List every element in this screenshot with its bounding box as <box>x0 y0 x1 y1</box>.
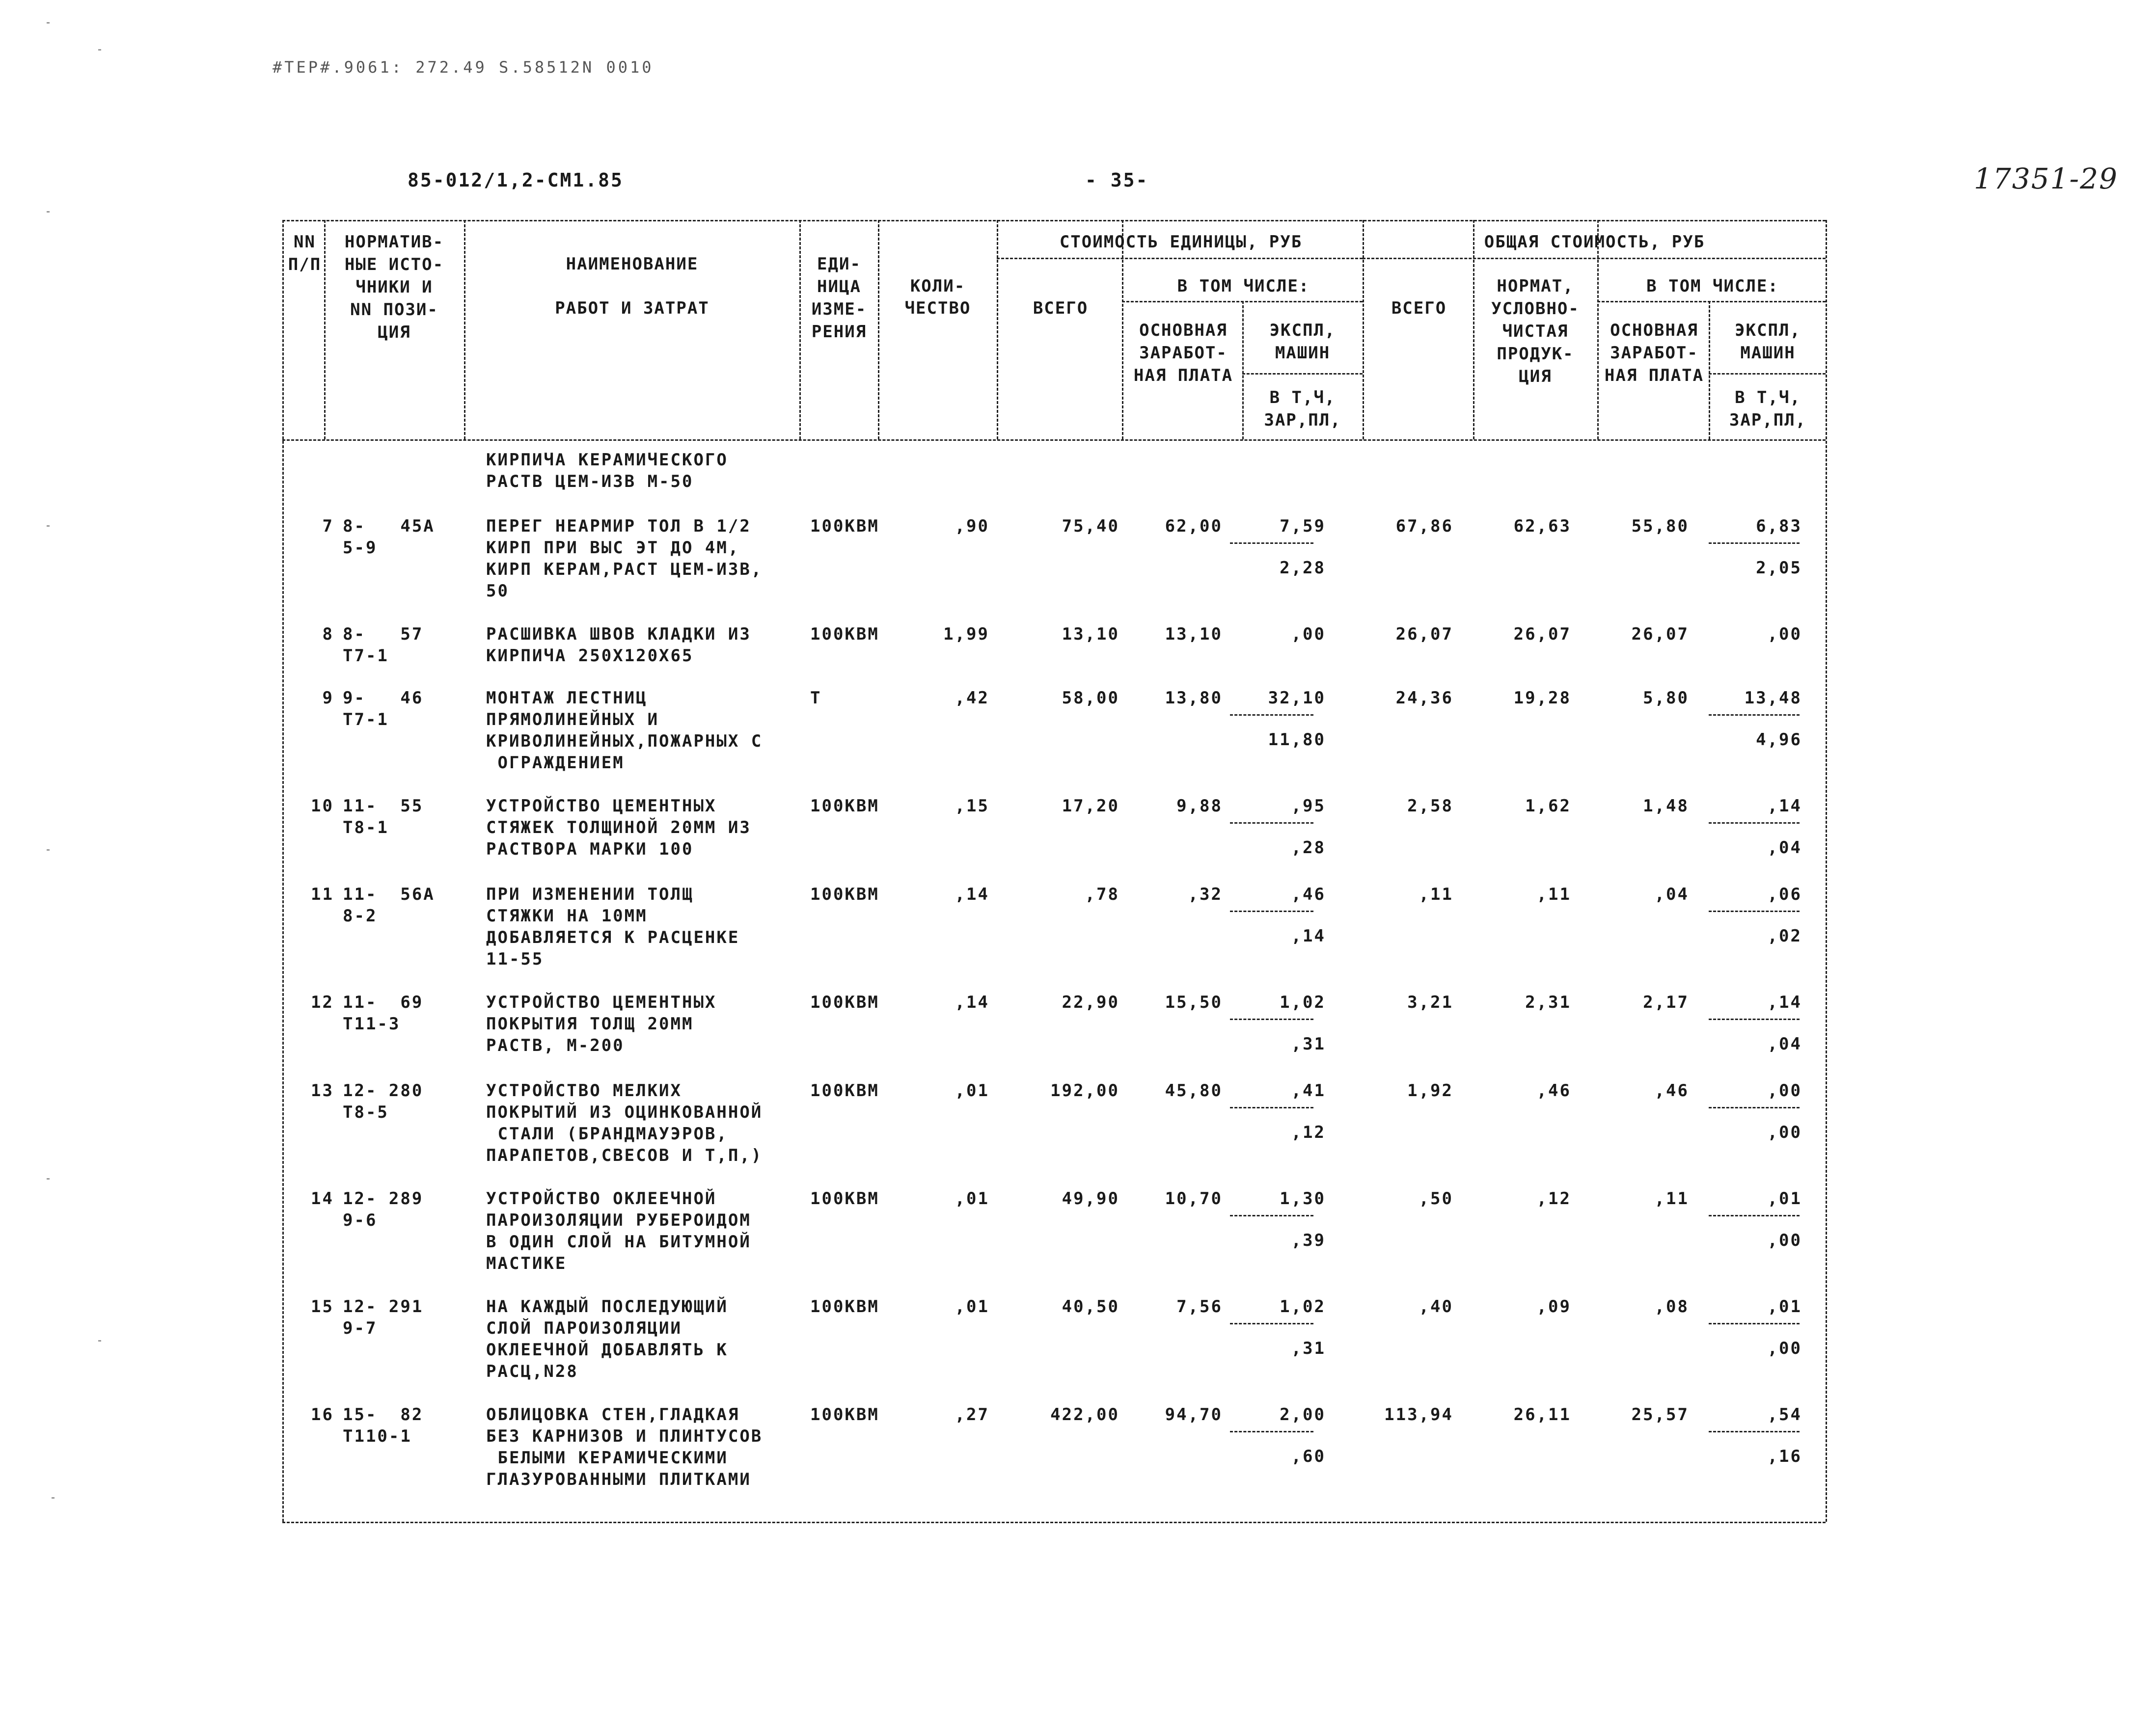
fraction-rule <box>1230 1431 1313 1432</box>
row-name-line: ПЕРЕГ НЕАРМИР ТОЛ В 1/2 <box>486 516 751 536</box>
header-unit: НИЦА <box>817 277 861 296</box>
v-tom-total-subrule <box>1597 301 1826 302</box>
row-number: 15 <box>311 1297 334 1317</box>
header-normative-source: НОРМАТИВ- <box>344 232 444 252</box>
row-quantity: ,27 <box>955 1405 989 1425</box>
row-unit-total: ,78 <box>1085 885 1119 904</box>
row-code: 12- 280 <box>343 1081 424 1101</box>
row-total: 26,07 <box>1395 624 1453 644</box>
header-quantity: ЧЕСТВО <box>904 298 971 318</box>
header-nn: П/П <box>288 255 322 274</box>
row-total-normative-net: ,46 <box>1536 1081 1571 1101</box>
handwritten-note: 17351-29 <box>1974 162 2118 195</box>
row-total: 113,94 <box>1384 1405 1453 1425</box>
row-number: 11 <box>311 885 334 904</box>
row-unit: 100КВМ <box>810 796 879 816</box>
header-total-main-wage: ОСНОВНАЯ <box>1610 321 1698 340</box>
row-number: 10 <box>311 796 334 816</box>
header-normative-source: NN ПОЗИ- <box>350 300 438 320</box>
row-total-normative-net: ,12 <box>1536 1189 1571 1209</box>
row-total-machine-wage: ,02 <box>1767 926 1802 946</box>
row-total-machine: ,01 <box>1767 1297 1802 1317</box>
row-total-normative-net: 62,63 <box>1513 516 1571 536</box>
dashed-divider <box>878 220 879 439</box>
row-total-main-wage: 26,07 <box>1631 624 1689 644</box>
row-quantity: 1,99 <box>943 624 989 644</box>
row-name-line: 11-55 <box>486 949 544 969</box>
header-total-machine: ЭКСПЛ, <box>1735 321 1801 340</box>
speck <box>98 1340 101 1342</box>
row-name-line: МАСТИКЕ <box>486 1254 567 1273</box>
dashed-divider <box>799 220 801 439</box>
row-unit-machine: ,00 <box>1291 624 1326 644</box>
header-unit-main-wage: ЗАРАБОТ- <box>1139 343 1228 363</box>
row-number: 14 <box>311 1189 334 1209</box>
fraction-rule <box>1709 822 1800 824</box>
row-name-line: УСТРОЙСТВО ОКЛЕЕЧНОЙ <box>486 1189 717 1209</box>
row-total-normative-net: 19,28 <box>1513 688 1571 708</box>
row-unit-machine: 32,10 <box>1268 688 1326 708</box>
header-unit: ЕДИ- <box>817 254 861 274</box>
row-name-line: ПОКРЫТИЯ ТОЛЩ 20ММ <box>486 1014 694 1034</box>
row-unit-main-wage: 10,70 <box>1165 1189 1223 1209</box>
row-name-line: ГЛАЗУРОВАННЫМИ ПЛИТКАМИ <box>486 1470 751 1489</box>
row-unit-main-wage: 62,00 <box>1165 516 1223 536</box>
row-number: 9 <box>322 688 334 708</box>
fraction-rule <box>1230 1323 1313 1324</box>
header-unit-machine: МАШИН <box>1275 343 1331 363</box>
fraction-rule <box>1230 714 1313 716</box>
row-name-line: РАСЦ,N28 <box>486 1362 578 1381</box>
row-total-main-wage: 5,80 <box>1643 688 1689 708</box>
row-total-normative-net: 26,11 <box>1513 1405 1571 1425</box>
row-total: ,40 <box>1419 1297 1453 1317</box>
row-unit: 100КВМ <box>810 885 879 904</box>
header-normative-source: ЧНИКИ И <box>355 277 433 297</box>
header-unit-machine-wage: ЗАР,ПЛ, <box>1264 410 1341 430</box>
fraction-rule <box>1709 714 1800 716</box>
row-quantity: ,14 <box>955 993 989 1012</box>
total-cost-subrule <box>1363 258 1826 259</box>
row-unit-machine-wage: 11,80 <box>1268 730 1326 750</box>
row-name-line: РАСТВ, М-200 <box>486 1036 625 1055</box>
header-total-cost: ОБЩАЯ СТОИМОСТЬ, РУБ <box>1484 232 1705 252</box>
row-total-machine: ,06 <box>1767 885 1802 904</box>
row-name-line: ПРИ ИЗМЕНЕНИИ ТОЛЩ <box>486 885 694 904</box>
speck <box>47 849 50 851</box>
table-right-border <box>1826 220 1827 1522</box>
row-quantity: ,01 <box>955 1189 989 1209</box>
row-name-line: ПАРОИЗОЛЯЦИИ РУБЕРОИДОМ <box>486 1211 751 1230</box>
row-unit-machine-wage: ,28 <box>1291 838 1326 858</box>
row-total: 24,36 <box>1395 688 1453 708</box>
row-name-line: СТЯЖКИ НА 10ММ <box>486 906 648 926</box>
row-name-line: ОГРАЖДЕНИЕМ <box>486 753 625 773</box>
row-quantity: ,90 <box>955 516 989 536</box>
row-name-line: ПАРАПЕТОВ,СВЕСОВ И Т,П,) <box>486 1146 763 1165</box>
row-position: Т8-5 <box>343 1103 389 1122</box>
row-name-line: В ОДИН СЛОЙ НА БИТУМНОЙ <box>486 1232 751 1252</box>
header-unit-machine: ЭКСПЛ, <box>1269 321 1336 340</box>
header-total-machine: МАШИН <box>1740 343 1796 363</box>
header-total-machine-wage: В Т,Ч, <box>1735 388 1801 407</box>
unit-cost-subrule <box>997 258 1363 259</box>
row-name-line: ПОКРЫТИЙ ИЗ ОЦИНКОВАННОЙ <box>486 1103 763 1122</box>
header-name: РАБОТ И ЗАТРАТ <box>555 298 710 318</box>
row-total-machine: ,14 <box>1767 993 1802 1012</box>
row-name-line: МОНТАЖ ЛЕСТНИЦ <box>486 688 648 708</box>
header-unit-main-wage: НАЯ ПЛАТА <box>1133 366 1233 385</box>
row-unit: 100КВМ <box>810 993 879 1012</box>
header-total-machine-wage: ЗАР,ПЛ, <box>1729 410 1807 430</box>
row-total-normative-net: 26,07 <box>1513 624 1571 644</box>
header-unit-main-wage: ОСНОВНАЯ <box>1139 321 1228 340</box>
table-top-border <box>282 220 1826 221</box>
row-number: 16 <box>311 1405 334 1425</box>
row-unit-total: 49,90 <box>1062 1189 1119 1209</box>
row-total-main-wage: 2,17 <box>1643 993 1689 1012</box>
fraction-rule <box>1709 542 1800 544</box>
row-total-main-wage: ,04 <box>1654 885 1689 904</box>
row-number: 7 <box>322 516 334 536</box>
fraction-rule <box>1230 1107 1313 1108</box>
row-unit-machine: 2,00 <box>1280 1405 1326 1425</box>
row-position: Т110-1 <box>343 1426 412 1446</box>
row-code: 8- 57 <box>343 624 424 644</box>
header-name: НАИМЕНОВАНИЕ <box>566 254 699 274</box>
row-unit: 100КВМ <box>810 624 879 644</box>
carryover-line: РАСТВ ЦЕМ-ИЗВ М-50 <box>486 472 694 491</box>
row-name-line: УСТРОЙСТВО МЕЛКИХ <box>486 1081 682 1101</box>
row-quantity: ,42 <box>955 688 989 708</box>
row-total-main-wage: ,46 <box>1654 1081 1689 1101</box>
row-position: Т11-3 <box>343 1014 401 1034</box>
row-code: 11- 56А <box>343 885 435 904</box>
header-normative-source: ЦИЯ <box>378 323 411 342</box>
row-unit: Т <box>810 688 822 708</box>
row-total-machine: ,00 <box>1767 624 1802 644</box>
fraction-rule <box>1230 822 1313 824</box>
row-total-normative-net: ,11 <box>1536 885 1571 904</box>
row-number: 8 <box>322 624 334 644</box>
row-name-line: КИРПИЧА 250Х120Х65 <box>486 646 694 666</box>
row-number: 13 <box>311 1081 334 1101</box>
row-total-machine-wage: 4,96 <box>1756 730 1802 750</box>
dashed-divider <box>997 220 998 439</box>
row-number: 12 <box>311 993 334 1012</box>
row-total-machine-wage: ,16 <box>1767 1447 1802 1466</box>
header-total-vsego: ВСЕГО <box>1391 298 1447 318</box>
row-unit-main-wage: 7,56 <box>1176 1297 1223 1317</box>
row-unit-main-wage: 13,80 <box>1165 688 1223 708</box>
row-quantity: ,14 <box>955 885 989 904</box>
row-unit-machine: 1,30 <box>1280 1189 1326 1209</box>
row-name-line: УСТРОЙСТВО ЦЕМЕНТНЫХ <box>486 993 717 1012</box>
archive-stamp: #TEP#.9061: 272.49 S.58512N 0010 <box>273 58 654 77</box>
row-total-main-wage: 55,80 <box>1631 516 1689 536</box>
fraction-rule <box>1230 1019 1313 1020</box>
row-unit: 100КВМ <box>810 1189 879 1209</box>
row-unit-total: 13,10 <box>1062 624 1119 644</box>
speck <box>52 1497 55 1499</box>
row-code: 12- 289 <box>343 1189 424 1209</box>
fraction-rule <box>1709 1431 1800 1432</box>
header-normative-net: ПРОДУК- <box>1497 344 1574 364</box>
row-unit-main-wage: ,32 <box>1188 885 1223 904</box>
row-unit-main-wage: 94,70 <box>1165 1405 1223 1425</box>
row-unit-machine-wage: ,31 <box>1291 1034 1326 1054</box>
row-total-machine-wage: ,00 <box>1767 1231 1802 1250</box>
row-position: 5-9 <box>343 538 378 558</box>
row-position: Т7-1 <box>343 710 389 729</box>
row-unit-machine-wage: ,31 <box>1291 1339 1326 1358</box>
row-total-machine: 13,48 <box>1744 688 1802 708</box>
page-number: - 35- <box>1085 169 1149 191</box>
fraction-rule <box>1709 1019 1800 1020</box>
row-total-machine-wage: 2,05 <box>1756 558 1802 578</box>
row-name-line: БЕЗ КАРНИЗОВ И ПЛИНТУСОВ <box>486 1426 763 1446</box>
header-total-main-wage: НАЯ ПЛАТА <box>1604 366 1704 385</box>
row-position: Т8-1 <box>343 818 389 837</box>
row-code: 11- 69 <box>343 993 424 1012</box>
header-normative-source: НЫЕ ИСТО- <box>344 255 444 274</box>
fraction-rule <box>1230 911 1313 912</box>
row-name-line: БЕЛЫМИ КЕРАМИЧЕСКИМИ <box>486 1448 728 1468</box>
row-name-line: ПРЯМОЛИНЕЙНЫХ И <box>486 710 659 729</box>
table-bottom-border <box>282 1522 1826 1523</box>
carryover-line: КИРПИЧА КЕРАМИЧЕСКОГО <box>486 450 728 470</box>
row-total-normative-net: ,09 <box>1536 1297 1571 1317</box>
row-total: 2,58 <box>1407 796 1453 816</box>
row-name-line: ОБЛИЦОВКА СТЕН,ГЛАДКАЯ <box>486 1405 740 1425</box>
document-reference: 85-012/1,2-CM1.85 <box>408 169 624 191</box>
row-position: 9-6 <box>343 1211 378 1230</box>
row-unit-machine-wage: ,14 <box>1291 926 1326 946</box>
row-unit-machine: 1,02 <box>1280 993 1326 1012</box>
row-unit-machine: 1,02 <box>1280 1297 1326 1317</box>
header-total-main-wage: ЗАРАБОТ- <box>1610 343 1698 363</box>
row-unit-main-wage: 45,80 <box>1165 1081 1223 1101</box>
row-total-machine: ,54 <box>1767 1405 1802 1425</box>
header-unit-machine-wage: В Т,Ч, <box>1269 388 1336 407</box>
header-normative-net: ЧИСТАЯ <box>1502 322 1569 341</box>
header-normative-net: УСЛОВНО- <box>1491 299 1580 319</box>
row-position: 9-7 <box>343 1318 378 1338</box>
row-name-line: ДОБАВЛЯЕТСЯ К РАСЦЕНКЕ <box>486 928 740 947</box>
row-unit-machine-wage: ,39 <box>1291 1231 1326 1250</box>
row-total: ,50 <box>1419 1189 1453 1209</box>
speck <box>47 1178 50 1180</box>
row-unit-total: 17,20 <box>1062 796 1119 816</box>
row-unit-machine: ,46 <box>1291 885 1326 904</box>
row-total-machine-wage: ,00 <box>1767 1339 1802 1358</box>
row-unit-total: 22,90 <box>1062 993 1119 1012</box>
row-unit-total: 192,00 <box>1050 1081 1119 1101</box>
row-unit-total: 75,40 <box>1062 516 1119 536</box>
dashed-divider <box>1363 220 1364 439</box>
fraction-rule <box>1709 1215 1800 1216</box>
row-quantity: ,15 <box>955 796 989 816</box>
row-total-machine: ,14 <box>1767 796 1802 816</box>
row-unit-machine: ,95 <box>1291 796 1326 816</box>
row-position: Т7-1 <box>343 646 389 666</box>
row-total: 67,86 <box>1395 516 1453 536</box>
row-unit-machine: 7,59 <box>1280 516 1326 536</box>
dashed-divider <box>464 220 465 439</box>
row-name-line: 50 <box>486 581 509 601</box>
row-total-machine: ,01 <box>1767 1189 1802 1209</box>
row-name-line: РАСШИВКА ШВОВ КЛАДКИ ИЗ <box>486 624 751 644</box>
fraction-rule <box>1709 911 1800 912</box>
row-quantity: ,01 <box>955 1081 989 1101</box>
row-quantity: ,01 <box>955 1297 989 1317</box>
row-total-machine: 6,83 <box>1756 516 1802 536</box>
row-name-line: КРИВОЛИНЕЙНЫХ,ПОЖАРНЫХ С <box>486 731 763 751</box>
row-total-machine: ,00 <box>1767 1081 1802 1101</box>
row-code: 9- 46 <box>343 688 424 708</box>
ekspl-subrule <box>1242 373 1363 375</box>
row-total-machine-wage: ,04 <box>1767 838 1802 858</box>
row-total: ,11 <box>1419 885 1453 904</box>
row-name-line: КИРП ПРИ ВЫС ЭТ ДО 4М, <box>486 538 740 558</box>
row-unit-machine-wage: ,12 <box>1291 1123 1326 1142</box>
row-name-line: НА КАЖДЫЙ ПОСЛЕДУЮЩИЙ <box>486 1297 728 1317</box>
header-unit: РЕНИЯ <box>811 322 867 342</box>
header-total-v-tom: В ТОМ ЧИСЛЕ: <box>1646 276 1779 296</box>
row-unit-machine-wage: ,60 <box>1291 1447 1326 1466</box>
fraction-rule <box>1709 1323 1800 1324</box>
header-unit-vsego: ВСЕГО <box>1033 298 1089 318</box>
row-unit-total: 58,00 <box>1062 688 1119 708</box>
fraction-rule <box>1230 1215 1313 1216</box>
row-unit: 100КВМ <box>810 1081 879 1101</box>
row-total-normative-net: 1,62 <box>1525 796 1571 816</box>
fraction-rule <box>1230 542 1313 544</box>
row-name-line: СЛОЙ ПАРОИЗОЛЯЦИИ <box>486 1318 682 1338</box>
speck <box>47 211 50 213</box>
row-name-line: КИРП КЕРАМ,РАСТ ЦЕМ-ИЗВ, <box>486 560 763 579</box>
row-unit-main-wage: 13,10 <box>1165 624 1223 644</box>
row-code: 11- 55 <box>343 796 424 816</box>
header-unit: ИЗМЕ- <box>811 299 867 319</box>
row-unit-total: 40,50 <box>1062 1297 1119 1317</box>
header-quantity: КОЛИ- <box>910 276 966 296</box>
header-normative-net: НОРМАТ, <box>1497 276 1574 296</box>
row-unit-main-wage: 9,88 <box>1176 796 1223 816</box>
row-total-main-wage: ,08 <box>1654 1297 1689 1317</box>
row-unit: 100КВМ <box>810 516 879 536</box>
ekspl-total-subrule <box>1709 373 1826 375</box>
row-total-main-wage: 1,48 <box>1643 796 1689 816</box>
row-position: 8-2 <box>343 906 378 926</box>
row-unit-machine-wage: 2,28 <box>1280 558 1326 578</box>
row-name-line: УСТРОЙСТВО ЦЕМЕНТНЫХ <box>486 796 717 816</box>
row-total-main-wage: 25,57 <box>1631 1405 1689 1425</box>
row-unit-total: 422,00 <box>1050 1405 1119 1425</box>
row-total: 3,21 <box>1407 993 1453 1012</box>
row-name-line: СТЯЖЕК ТОЛЩИНОЙ 20ММ ИЗ <box>486 818 751 837</box>
fraction-rule <box>1709 1107 1800 1108</box>
row-name-line: РАСТВОРА МАРКИ 100 <box>486 839 694 859</box>
header-normative-net: ЦИЯ <box>1519 367 1552 386</box>
header-unit-cost: СТОИМОСТЬ ЕДИНИЦЫ, РУБ <box>1059 232 1303 252</box>
header-bottom-border <box>282 439 1826 441</box>
row-unit-machine: ,41 <box>1291 1081 1326 1101</box>
speck <box>47 22 50 24</box>
table-left-border <box>282 220 284 1522</box>
row-name-line: ОКЛЕЕЧНОЙ ДОБАВЛЯТЬ К <box>486 1340 728 1360</box>
header-nn: NN <box>294 232 316 252</box>
row-code: 12- 291 <box>343 1297 424 1317</box>
row-code: 15- 82 <box>343 1405 424 1425</box>
row-name-line: СТАЛИ (БРАНДМАУЭРОВ, <box>486 1124 728 1144</box>
row-total-main-wage: ,11 <box>1654 1189 1689 1209</box>
row-total: 1,92 <box>1407 1081 1453 1101</box>
row-total-machine-wage: ,04 <box>1767 1034 1802 1054</box>
row-unit: 100КВМ <box>810 1405 879 1425</box>
header-unit-v-tom: В ТОМ ЧИСЛЕ: <box>1177 276 1310 296</box>
row-code: 8- 45А <box>343 516 435 536</box>
row-unit: 100КВМ <box>810 1297 879 1317</box>
speck <box>98 49 101 51</box>
row-unit-main-wage: 15,50 <box>1165 993 1223 1012</box>
speck <box>47 525 50 527</box>
row-total-normative-net: 2,31 <box>1525 993 1571 1012</box>
row-total-machine-wage: ,00 <box>1767 1123 1802 1142</box>
